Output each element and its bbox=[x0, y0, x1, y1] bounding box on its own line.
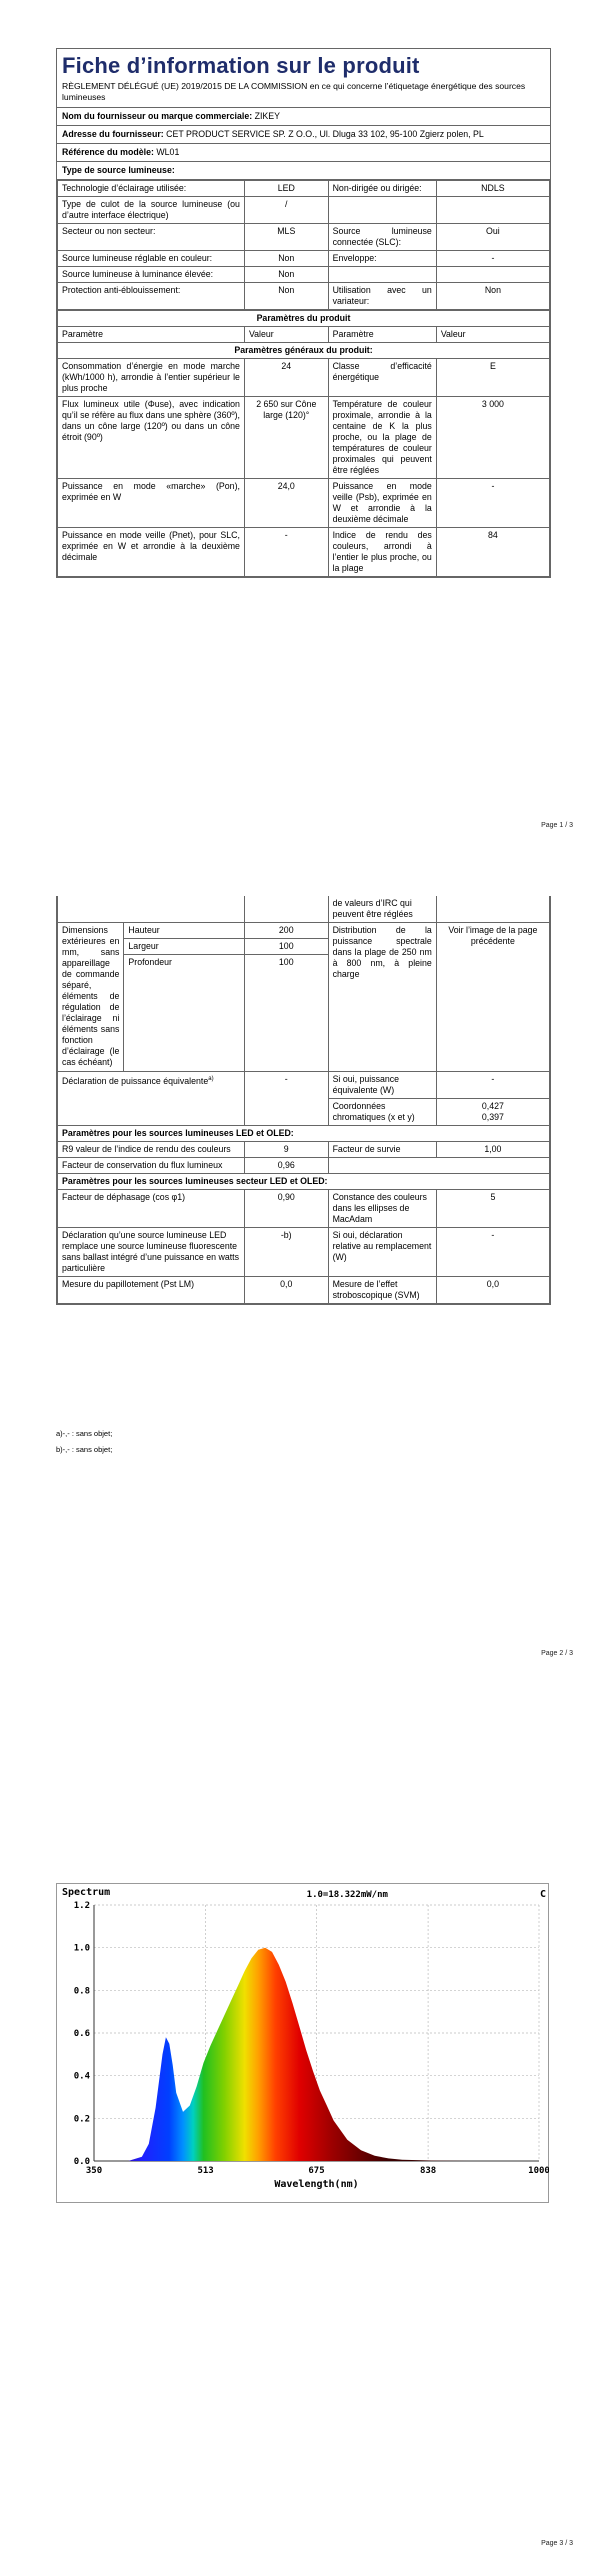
source-row bbox=[58, 181, 550, 197]
equiv-label: Déclaration de puissance équivalente bbox=[62, 1075, 209, 1086]
y-tick-label: 0.2 bbox=[73, 2114, 90, 2125]
source-row bbox=[58, 197, 550, 224]
dim-width-value: 100 bbox=[244, 939, 328, 955]
col-value-1: Valeur bbox=[244, 327, 328, 343]
source-row bbox=[58, 267, 550, 283]
source-cell-d: - bbox=[436, 251, 549, 267]
source-type-label: Type de source lumineuse: bbox=[62, 165, 175, 175]
page-2 bbox=[0, 838, 603, 1668]
flicker-value: 0,0 bbox=[244, 1277, 328, 1304]
source-cell-b: Non bbox=[244, 251, 328, 267]
supplier-row bbox=[57, 108, 550, 126]
flux-cons-label: Facteur de conservation du flux lumineux bbox=[58, 1158, 245, 1174]
equiv-sup: a) bbox=[208, 1076, 214, 1082]
source-cell-b: LED bbox=[244, 181, 328, 197]
y-tick-label: 1.0 bbox=[73, 1943, 90, 1954]
general-row bbox=[58, 397, 550, 479]
source-cell-d bbox=[436, 267, 549, 283]
source-cell-a: Type de culot de la source lumineuse (ou d’autre interface électrique) bbox=[58, 197, 245, 224]
general-cell-d: E bbox=[436, 359, 549, 397]
general-cell-a: Consommation d’énergie en mode marche (kWh/1000 h), arrondie à l’entier supérieur le plus proche bbox=[58, 359, 245, 397]
y-tick-label: 0.6 bbox=[73, 2029, 90, 2039]
params-table bbox=[57, 310, 550, 577]
spectral-label: Distribution de la puissance spectrale dans la plage de 250 nm à 800 nm, à pleine charge bbox=[328, 923, 436, 1072]
col-param-2: Paramètre bbox=[328, 327, 436, 343]
macadam-label: Constance des couleurs dans les ellipses de MacAdam bbox=[328, 1190, 436, 1228]
general-cell-b: 2 650 sur Cône large (120)° bbox=[244, 397, 328, 479]
y-tick-label: 0.0 bbox=[73, 2157, 90, 2167]
info-sheet-frame-2 bbox=[56, 896, 551, 1305]
source-cell-c bbox=[328, 197, 436, 224]
led-title: Paramètres pour les sources lumineuses LED et OLED: bbox=[58, 1126, 550, 1142]
regulation-text: RÈGLEMENT DÉLÉGUÉ (UE) 2019/2015 DE LA COMMISSION en ce qui concerne l’étiquetage énergétique des sources lumineuses bbox=[57, 81, 550, 108]
mains-title: Paramètres pour les sources lumineuses secteur LED et OLED: bbox=[58, 1174, 550, 1190]
source-cell-d: Oui bbox=[436, 224, 549, 251]
dim-depth-value: 100 bbox=[244, 955, 328, 1072]
survival-value: 1,00 bbox=[436, 1142, 549, 1158]
survival-label: Facteur de survie bbox=[328, 1142, 436, 1158]
cri-cont-text: de valeurs d’IRC qui peuvent être réglées bbox=[328, 896, 436, 923]
source-cell-b: MLS bbox=[244, 224, 328, 251]
spectrum-svg bbox=[56, 1883, 549, 2203]
general-cell-d: 3 000 bbox=[436, 397, 549, 479]
chroma-y: 0,397 bbox=[481, 1112, 504, 1122]
model-label: Référence du modèle: bbox=[62, 147, 154, 157]
general-cell-a: Flux lumineux utile (Φuse), avec indication qu’il se réfère au flux dans une sphère (360º), dans un cône large (120º) ou dans un cône étroit (90º) bbox=[58, 397, 245, 479]
general-cell-a: Puissance en mode veille (Pnet), pour SLC, exprimée en W et arrondie à la deuxième décimale bbox=[58, 528, 245, 577]
dim-height-value: 200 bbox=[244, 923, 328, 939]
strobo-value: 0,0 bbox=[436, 1277, 549, 1304]
chroma-values bbox=[436, 1099, 549, 1126]
dim-width-label: Largeur bbox=[124, 939, 245, 955]
general-cell-c: Classe d’efficacité énergétique bbox=[328, 359, 436, 397]
params-table-cont bbox=[57, 896, 550, 1304]
source-cell-c: Source lumineuse connectée (SLC): bbox=[328, 224, 436, 251]
source-cell-c bbox=[328, 267, 436, 283]
chart-title: Spectrum bbox=[62, 1887, 111, 1898]
y-tick-label: 1.2 bbox=[73, 1901, 90, 1911]
supplier-value: ZIKEY bbox=[254, 111, 281, 121]
source-cell-d bbox=[436, 197, 549, 224]
general-cell-c: Puissance en mode veille (Psb), exprimée en W et arrondie à la deuxième décimale bbox=[328, 479, 436, 528]
general-cell-d: - bbox=[436, 479, 549, 528]
general-row bbox=[58, 359, 550, 397]
general-cell-b: 24 bbox=[244, 359, 328, 397]
replace-w-value: - bbox=[436, 1228, 549, 1277]
address-label: Adresse du fournisseur: bbox=[62, 129, 164, 139]
page-number-2: Page 2 / 3 bbox=[541, 1650, 573, 1657]
source-row bbox=[58, 283, 550, 310]
source-row bbox=[58, 251, 550, 267]
general-cell-d: 84 bbox=[436, 528, 549, 577]
model-value: WL01 bbox=[156, 147, 180, 157]
source-cell-c: Non-dirigée ou dirigée: bbox=[328, 181, 436, 197]
y-tick-label: 0.8 bbox=[73, 1986, 90, 1997]
footnote-a: a)-,- : sans objet; bbox=[56, 1429, 113, 1438]
r9-label: R9 valeur de l’indice de rendu des couleurs bbox=[58, 1142, 245, 1158]
macadam-value: 5 bbox=[436, 1190, 549, 1228]
col-param-1: Paramètre bbox=[58, 327, 245, 343]
x-tick-label: 350 bbox=[85, 2166, 103, 2176]
general-cell-c: Indice de rendu des couleurs, arrondi à l’entier le plus proche, ou la plage bbox=[328, 528, 436, 577]
source-cell-c: Enveloppe: bbox=[328, 251, 436, 267]
source-row bbox=[58, 224, 550, 251]
dims-label: Dimensions extérieures en mm, sans appareillage de commande séparé, éléments de régulation de l’éclairage ni éléments sans fonction d’éclairage (le cas échéant) bbox=[58, 923, 124, 1072]
source-cell-d: NDLS bbox=[436, 181, 549, 197]
source-cell-a: Source lumineuse à luminance élevée: bbox=[58, 267, 245, 283]
chart-annotation: 1.0=18.322mW/nm bbox=[306, 1890, 388, 1900]
info-sheet-frame bbox=[56, 48, 551, 578]
dim-depth-label: Profondeur bbox=[124, 955, 245, 1072]
source-cell-d: Non bbox=[436, 283, 549, 310]
spectrum-chart bbox=[56, 1883, 549, 2203]
phase-label: Facteur de déphasage (cos φ1) bbox=[58, 1190, 245, 1228]
model-row bbox=[57, 144, 550, 162]
general-row bbox=[58, 479, 550, 528]
chart-corner-mark: C bbox=[540, 1889, 547, 1900]
x-tick-label: 513 bbox=[197, 2166, 214, 2176]
flux-cons-value: 0,96 bbox=[244, 1158, 328, 1174]
flicker-label: Mesure du papillotement (Pst LM) bbox=[58, 1277, 245, 1304]
general-row bbox=[58, 528, 550, 577]
source-type-table bbox=[57, 180, 550, 310]
equiv-label-cell bbox=[58, 1072, 245, 1126]
source-cell-c: Utilisation avec un variateur: bbox=[328, 283, 436, 310]
source-type-row bbox=[57, 162, 550, 180]
page-number-3: Page 3 / 3 bbox=[541, 2540, 573, 2547]
equiv-w-value: - bbox=[436, 1072, 549, 1099]
page-title: Fiche d’information sur le produit bbox=[62, 53, 420, 78]
page-number: Page 1 / 3 bbox=[541, 822, 573, 829]
source-cell-a: Technologie d’éclairage utilisée: bbox=[58, 181, 245, 197]
general-cell-c: Température de couleur proximale, arrondie à la centaine de K la plus proche, ou la plage de températures de couleur proximales qui peuvent être réglées bbox=[328, 397, 436, 479]
phase-value: 0,90 bbox=[244, 1190, 328, 1228]
source-cell-b: / bbox=[244, 197, 328, 224]
page-1 bbox=[0, 0, 603, 838]
equiv-value: - bbox=[244, 1072, 328, 1126]
page-3 bbox=[0, 1668, 603, 2560]
replace-label: Déclaration qu’une source lumineuse LED remplace une source lumineuse fluorescente sans ballast intégré d’une puissance en watts particulière bbox=[58, 1228, 245, 1277]
y-tick-label: 0.4 bbox=[73, 2071, 90, 2082]
general-cell-b: 24,0 bbox=[244, 479, 328, 528]
source-cell-a: Protection anti-éblouissement: bbox=[58, 283, 245, 310]
strobo-label: Mesure de l’effet stroboscopique (SVM) bbox=[328, 1277, 436, 1304]
general-cell-b: - bbox=[244, 528, 328, 577]
source-cell-a: Source lumineuse réglable en couleur: bbox=[58, 251, 245, 267]
source-cell-a: Secteur ou non secteur: bbox=[58, 224, 245, 251]
x-tick-label: 675 bbox=[308, 2166, 325, 2176]
x-tick-label: 838 bbox=[419, 2166, 437, 2176]
address-row bbox=[57, 126, 550, 144]
chroma-x: 0,427 bbox=[481, 1101, 504, 1111]
supplier-label: Nom du fournisseur ou marque commerciale: bbox=[62, 111, 253, 121]
source-cell-b: Non bbox=[244, 267, 328, 283]
chroma-label: Coordonnées chromatiques (x et y) bbox=[328, 1099, 436, 1126]
equiv-w-label: Si oui, puissance équivalente (W) bbox=[328, 1072, 436, 1099]
spectral-value: Voir l’image de la page précédente bbox=[436, 923, 549, 1072]
params-title: Paramètres du produit bbox=[58, 311, 550, 327]
r9-value: 9 bbox=[244, 1142, 328, 1158]
replace-w-label: Si oui, déclaration relative au remplacement (W) bbox=[328, 1228, 436, 1277]
footnote-b: b)-,- : sans objet; bbox=[56, 1445, 113, 1454]
general-title: Paramètres généraux du produit: bbox=[58, 343, 550, 359]
address-value: CET PRODUCT SERVICE SP. Z O.O., Ul. Dluga 33 102, 95-100 Zgierz polen, PL bbox=[166, 129, 484, 139]
source-cell-b: Non bbox=[244, 283, 328, 310]
dim-height-label: Hauteur bbox=[124, 923, 245, 939]
general-cell-a: Puissance en mode «marche» (Pon), exprimée en W bbox=[58, 479, 245, 528]
replace-value: -b) bbox=[244, 1228, 328, 1277]
col-value-2: Valeur bbox=[436, 327, 549, 343]
x-axis-label: Wavelength(nm) bbox=[274, 2179, 359, 2190]
x-tick-label: 1000 bbox=[528, 2166, 549, 2176]
